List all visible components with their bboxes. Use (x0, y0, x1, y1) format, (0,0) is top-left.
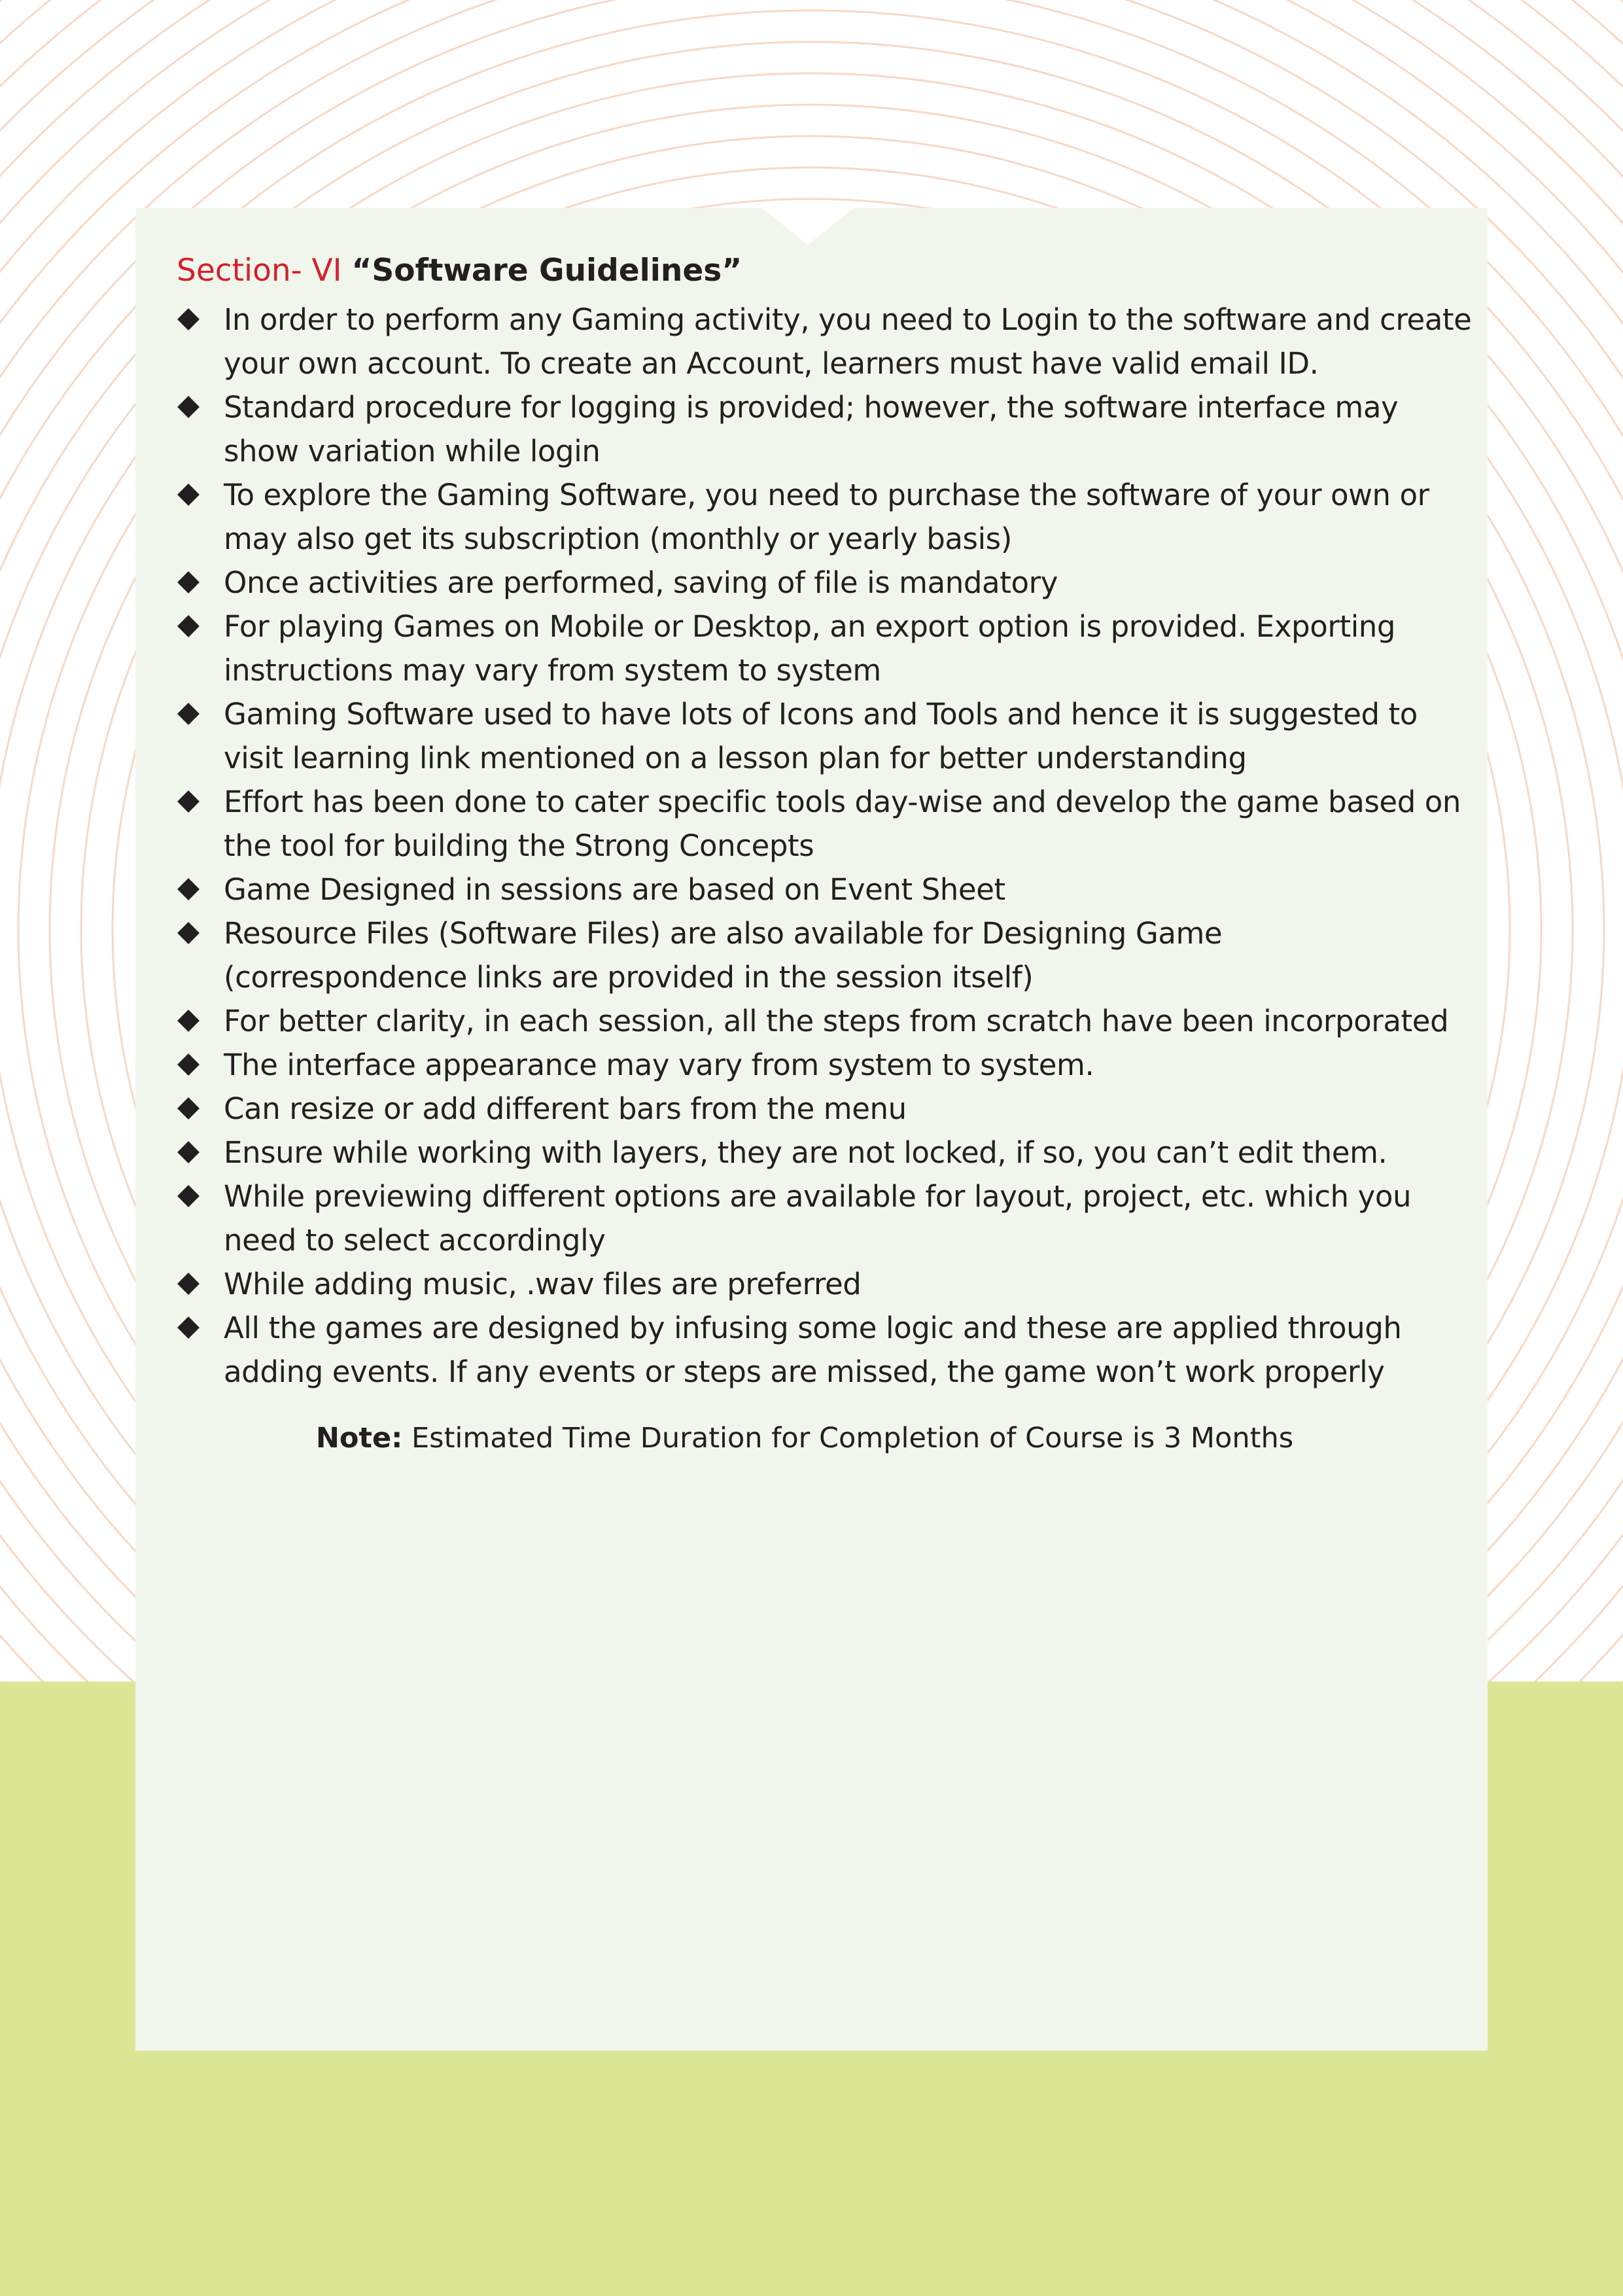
guideline-text: In order to perform any Gaming activity, you need to Login to the software and create your own account. To create an Account, learners must have valid email ID. (224, 302, 1472, 381)
guideline-item (177, 473, 1472, 561)
diamond-bullet-icon (177, 571, 200, 593)
guideline-text: Standard procedure for logging is provided; however, the software interface may show variation while login (224, 390, 1399, 468)
diamond-bullet-icon (177, 1053, 200, 1076)
guideline-item (177, 780, 1472, 868)
guideline-item (177, 385, 1472, 473)
note-label: Note: (315, 1422, 403, 1455)
guideline-text: Effort has been done to cater specific tools day-wise and develop the game based on the tool for building the Strong Concepts (224, 785, 1461, 863)
section-title: “Software Guidelines” (351, 253, 742, 289)
guideline-item (177, 1087, 1472, 1131)
guidelines-section (177, 245, 1472, 1459)
diamond-bullet-icon (177, 1273, 200, 1295)
guideline-item (177, 911, 1472, 999)
guideline-item (177, 1131, 1472, 1174)
guideline-text: While adding music, .wav files are preferred (224, 1267, 862, 1301)
diamond-bullet-icon (177, 484, 200, 506)
guideline-item (177, 1174, 1472, 1262)
card-notch (762, 208, 854, 245)
note (177, 1417, 1472, 1459)
diamond-bullet-icon (177, 1316, 200, 1339)
diamond-bullet-icon (177, 1185, 200, 1207)
guideline-text: Gaming Software used to have lots of Icons and Tools and hence it is suggested to visit learning link mentioned on a lesson plan for better understanding (224, 697, 1418, 775)
guideline-text: For playing Games on Mobile or Desktop, an export option is provided. Exporting instructions may vary from system to system (224, 609, 1396, 688)
guideline-item (177, 298, 1472, 385)
diamond-bullet-icon (177, 615, 200, 637)
diamond-bullet-icon (177, 790, 200, 813)
section-label: Section- VI (177, 253, 342, 289)
guideline-item (177, 1043, 1472, 1087)
guideline-item (177, 1262, 1472, 1306)
guideline-text: While previewing different options are available for layout, project, etc. which you need to select accordingly (224, 1179, 1412, 1258)
guidelines-list (177, 298, 1472, 1394)
guideline-text: Once activities are performed, saving of file is mandatory (224, 565, 1058, 600)
diamond-bullet-icon (177, 1010, 200, 1032)
guideline-text: All the games are designed by infusing some logic and these are applied through adding events. If any events or steps are missed, the game won’t work properly (224, 1311, 1402, 1389)
guideline-item (177, 868, 1472, 911)
section-heading (177, 245, 1472, 296)
guideline-item (177, 605, 1472, 692)
note-text: Estimated Time Duration for Completion of Course is 3 Months (411, 1422, 1294, 1455)
guideline-text: The interface appearance may vary from system to system. (224, 1048, 1094, 1082)
guideline-item (177, 692, 1472, 780)
diamond-bullet-icon (177, 396, 200, 418)
guideline-text: To explore the Gaming Software, you need to purchase the software of your own or may also get its subscription (monthly or yearly basis) (224, 478, 1429, 556)
diamond-bullet-icon (177, 1141, 200, 1163)
guideline-text: For better clarity, in each session, all the steps from scratch have been incorporated (224, 1004, 1449, 1038)
diamond-bullet-icon (177, 1097, 200, 1120)
diamond-bullet-icon (177, 703, 200, 725)
guideline-text: Resource Files (Software Files) are also available for Designing Game (correspondence links are provided in the session itself) (224, 916, 1223, 995)
guideline-item (177, 999, 1472, 1043)
diamond-bullet-icon (177, 878, 200, 900)
guideline-text: Ensure while working with layers, they are not locked, if so, you can’t edit them. (224, 1135, 1387, 1170)
guideline-text: Can resize or add different bars from the menu (224, 1091, 907, 1126)
guideline-item (177, 1306, 1472, 1394)
diamond-bullet-icon (177, 922, 200, 944)
guideline-text: Game Designed in sessions are based on Event Sheet (224, 872, 1005, 907)
guideline-item (177, 561, 1472, 605)
diamond-bullet-icon (177, 308, 200, 330)
